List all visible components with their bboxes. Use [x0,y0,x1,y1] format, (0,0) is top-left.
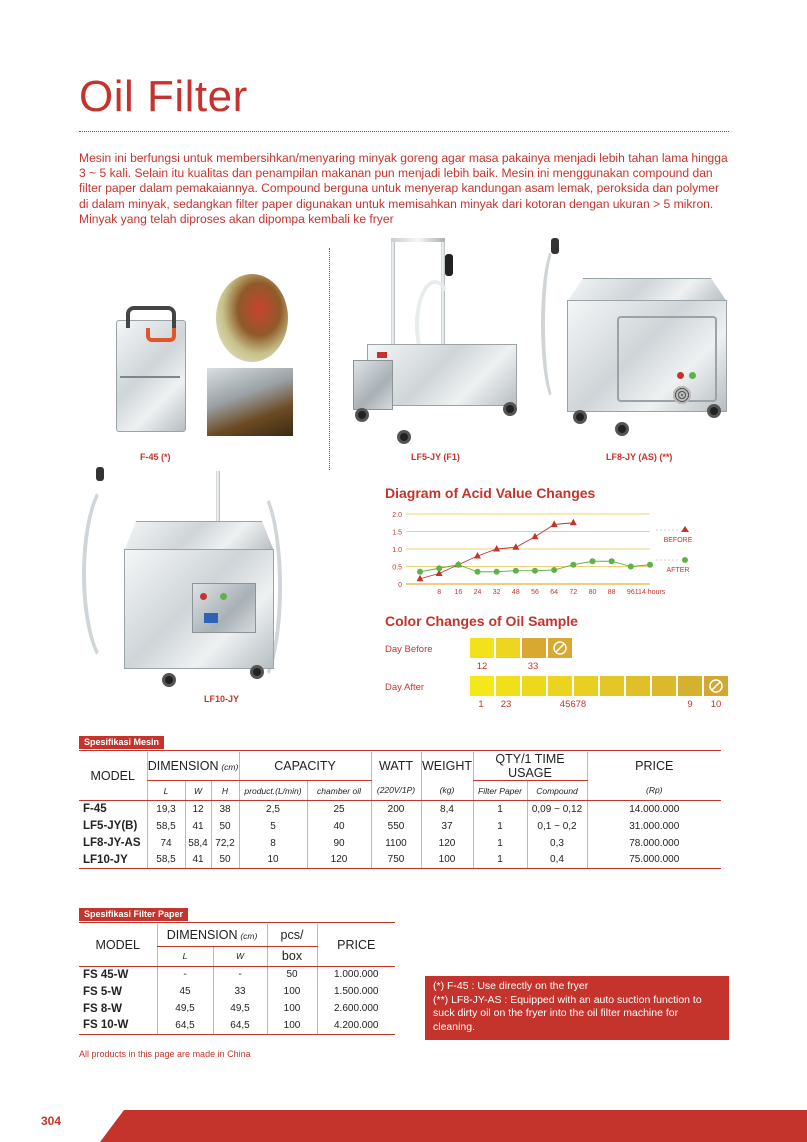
model-cell: FS 45-W [83,968,129,981]
vertical-divider [329,248,330,470]
data-point-after [628,564,634,570]
oil-color-swatch [522,638,546,658]
x-tick-label: 16 [454,589,463,596]
table-row [79,852,721,869]
table-cell: 100 [421,852,473,869]
x-tick-label: 24 [473,589,482,596]
subheader-compound: Compound [527,781,587,801]
machine-spec-table [79,752,721,869]
paper-spec-table [79,924,395,1035]
table-cell: 2.600.000 [317,1000,395,1017]
y-tick-label: 1.0 [392,547,402,554]
x-tick-label: 96 [626,589,635,596]
table-cell: 1 [473,801,527,818]
table-row [79,966,395,983]
data-point-after [609,558,615,564]
table-row [79,835,721,852]
table-top-border [79,750,721,751]
product-image-lf8 [541,238,733,450]
table-cell: 58,4 [185,835,211,852]
table-cell: 38 [211,801,239,818]
data-point-after [494,569,500,575]
footer-bar [100,1110,807,1142]
x-tick-label: 80 [588,589,597,596]
table-cell: 49,5 [157,1000,213,1017]
data-point-after [436,565,442,571]
caption-f45: F-45 (*) [140,452,171,462]
data-point-after [455,562,461,568]
header-weight: WEIGHT [421,752,473,781]
header-model: MODEL [79,924,157,966]
x-tick-label: 8 [437,589,442,596]
table-cell: 25 [307,801,371,818]
before-number: 33 [527,661,539,672]
oil-color-swatch [600,676,624,696]
day-before-label: Day Before [385,644,433,655]
before-number: 12 [476,661,488,672]
oil-comparison-image [216,274,288,362]
table-cell: 64,5 [213,1017,267,1034]
header-dimension: DIMENSION (cm) [147,752,239,781]
header-pcs: pcs/ [267,924,317,946]
oil-color-swatch [574,676,598,696]
oil-color-swatch [678,676,702,696]
oil-color-swatch [522,676,546,696]
data-point-before [512,543,519,550]
header-dimension: DIMENSION (cm) [157,924,267,946]
table-cell: 37 [421,818,473,835]
table-cell: 120 [421,835,473,852]
data-point-after [647,562,653,568]
x-tick-label: 72 [569,589,578,596]
table-cell: 0,09 ~ 0,12 [527,801,587,818]
table-cell: 1.500.000 [317,983,395,1000]
caption-lf8: LF8-JY (AS) (**) [606,452,673,462]
table-cell: 100 [267,983,317,1000]
table-cell: 72,2 [211,835,239,852]
machine-spec-tag: Spesifikasi Mesin [79,736,164,749]
data-point-after [590,558,596,564]
subheader-w: W [185,781,211,801]
table-cell: 1.000.000 [317,966,395,983]
oil-color-swatch [626,676,650,696]
table-cell: 0,4 [527,852,587,869]
table-cell: 50 [211,852,239,869]
table-cell: 0,3 [527,835,587,852]
subheader-watt: (220V/1P) [371,781,421,801]
table-cell: - [213,966,267,983]
caption-lf10: LF10-JY [204,694,240,704]
table-row [79,818,721,835]
data-point-after [513,568,519,574]
product-image-lf5 [347,234,517,449]
table-cell: 40 [307,818,371,835]
oil-color-swatch [470,638,494,658]
after-number: 1 [478,699,484,710]
table-cell: 49,5 [213,1000,267,1017]
oil-color-swatch [496,676,520,696]
header-price: PRICE [587,752,721,781]
table-row [79,983,395,1000]
table-cell: 19,3 [147,801,185,818]
subheader-weight: (kg) [421,781,473,801]
table-top-border [79,922,395,923]
y-tick-label: 1.5 [392,529,402,537]
legend-marker-after [682,557,688,563]
model-cell: FS 8-W [83,1002,122,1015]
legend-label: BEFORE [663,537,693,544]
x-tick-label: 48 [511,589,520,596]
subheader-filter-paper: Filter Paper [473,781,527,801]
table-cell: 1 [473,835,527,852]
header-capacity: CAPACITY [239,752,371,781]
title-divider [79,131,729,132]
data-point-before [551,521,558,528]
table-cell: 58,5 [147,852,185,869]
table-cell: 14.000.000 [587,801,721,818]
subheader-price: (Rp) [587,781,721,801]
model-cell: FS 10-W [79,1017,157,1034]
product-image-f45 [108,298,198,438]
x-tick-label: 32 [492,589,501,596]
product-image-lf10 [82,465,287,690]
page-title: Oil Filter [79,72,248,121]
table-cell: 4.200.000 [317,1017,395,1034]
table-cell: 33 [213,983,267,1000]
x-tick-label: 64 [550,589,559,596]
no-sample-icon [548,638,572,658]
subheader-l: L [157,946,213,966]
table-cell: 2,5 [239,801,307,818]
acid-value-chart [380,504,700,604]
after-number: 10 [710,699,722,710]
header-qty: QTY/1 TIME USAGE [473,752,587,781]
origin-footnote: All products in this page are made in China [79,1049,251,1059]
table-cell: 64,5 [157,1017,213,1034]
table-cell: 74 [147,835,185,852]
table-cell: 120 [307,852,371,869]
data-point-before [493,545,500,552]
data-point-after [551,567,557,573]
header-price: PRICE [317,924,395,966]
table-cell: 1100 [371,835,421,852]
table-cell: 78.000.000 [587,835,721,852]
note-line: (*) F-45 : Use directly on the fryer [433,980,589,992]
table-cell: 41 [185,818,211,835]
oil-color-swatch [652,676,676,696]
data-point-after [532,568,538,574]
table-cell: 550 [371,818,421,835]
subheader-chamber: chamber oil [307,781,371,801]
y-tick-label: 0 [398,582,402,589]
day-after-label: Day After [385,682,425,693]
table-cell: 75.000.000 [587,852,721,869]
model-cell: LF10-JY [79,852,147,869]
table-cell: 200 [371,801,421,818]
legend-label: AFTER [666,567,690,574]
after-number: 9 [687,699,693,710]
subheader-product: product.(L/min) [239,781,307,801]
paper-spec-tag: Spesifikasi Filter Paper [79,908,188,921]
table-cell: 750 [371,852,421,869]
page-number: 304 [41,1114,62,1128]
data-point-after [570,562,576,568]
table-cell: 100 [267,1017,317,1034]
after-number: 45678 [559,699,587,710]
table-cell: 1 [473,818,527,835]
after-number: 23 [500,699,512,710]
note-box [425,976,729,1040]
table-cell: 100 [267,1000,317,1017]
intro-paragraph: Mesin ini berfungsi untuk membersihkan/menyaring minyak goreng agar masa pakainya menjadi lebih tahan lama hingga 3 ~ 5 kali. Selain itu kualitas dan penampilan makanan pun menjadi lebih baik. Mesin ini menggunakan compound dan filter paper dalam pemakaiannya. Compound berguna untuk menyerap kandungan asam lemak, peroksida dan polymer di dalam minyak, sedangkan filter paper digunakan untuk memisahkan minyak dari kotoran dengan ukuran > 5 mikron. Minyak yang telah diproses akan dipompa kembali ke fryer [79,151,728,226]
table-cell: 50 [267,966,317,983]
data-point-after [475,569,481,575]
data-point-before [532,533,539,540]
oil-color-swatch [470,676,494,696]
x-tick-label: 88 [607,589,616,596]
x-tick-label: 114 hours [634,589,666,596]
subheader-h: H [211,781,239,801]
y-tick-label: 0.5 [392,564,402,572]
subheader-w: W [213,946,267,966]
fryer-usage-image [207,368,293,436]
table-cell: 50 [211,818,239,835]
y-tick-label: 2.0 [392,512,402,519]
table-cell: 1 [473,852,527,869]
no-sample-icon [704,676,728,696]
data-point-after [417,569,423,575]
model-cell: LF8-JY-AS [83,837,141,849]
oil-color-swatch [496,638,520,658]
table-row [79,1000,395,1017]
table-cell: 10 [239,852,307,869]
table-cell: 8,4 [421,801,473,818]
x-tick-label: 56 [531,589,539,596]
table-cell: 58,5 [147,818,185,835]
table-cell: 90 [307,835,371,852]
table-cell: 45 [157,983,213,1000]
subheader-l: L [147,781,185,801]
model-cell: LF5-JY(B) [83,820,138,832]
table-cell: - [157,966,213,983]
table-cell: 31.000.000 [587,818,721,835]
table-cell: 12 [185,801,211,818]
legend-marker-before [681,526,689,532]
table-row [79,801,721,818]
caption-lf5: LF5-JY (F1) [411,452,460,462]
header-box: box [267,946,317,966]
table-cell: 5 [239,818,307,835]
data-point-before [570,519,577,526]
color-changes-title: Color Changes of Oil Sample [385,613,578,629]
table-row [79,1017,395,1034]
table-cell: 41 [185,852,211,869]
model-cell: F-45 [83,803,107,816]
table-cell: 0,1 ~ 0,2 [527,818,587,835]
header-model: MODEL [79,752,147,801]
note-line: (**) LF8-JY-AS : Equipped with an auto suction function to suck dirty oil on the fryer into the oil filter machine for cleaning. [433,993,702,1033]
header-watt: WATT [371,752,421,781]
chart-title: Diagram of Acid Value Changes [385,485,596,501]
model-cell: FS 5-W [83,985,122,998]
oil-color-swatch [548,676,572,696]
table-cell: 8 [239,835,307,852]
